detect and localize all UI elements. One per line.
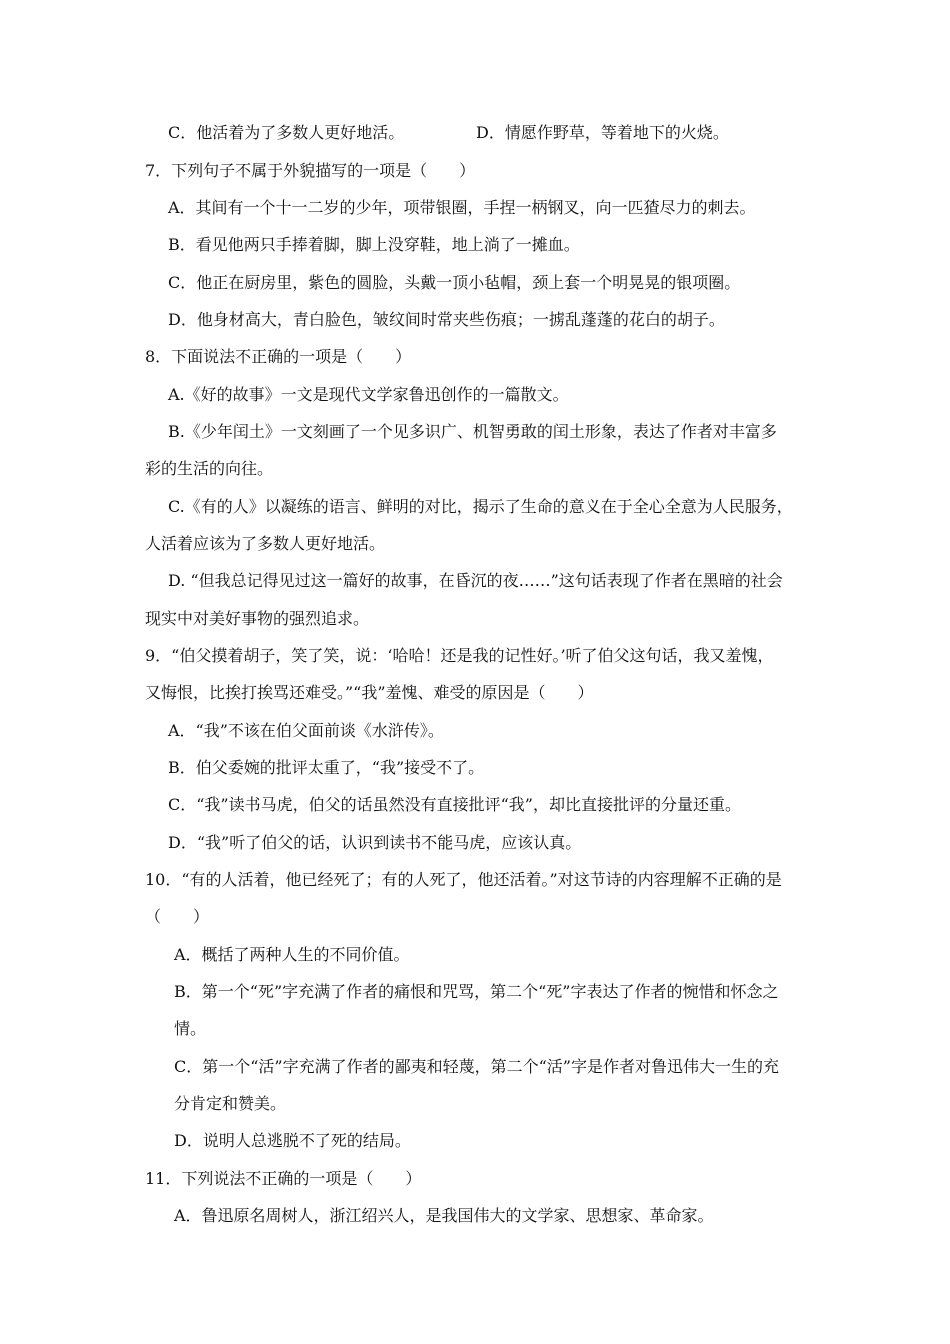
q8-option-a: A.《好的故事》一文是现代文学家鲁迅创作的一篇散文。 — [168, 385, 569, 404]
q10-stem-line2: （ ） — [145, 907, 210, 926]
q8-option-b-line2: 彩的生活的向往。 — [145, 459, 274, 478]
q7-option-a: A．其间有一个十一二岁的少年，项带银圈，手捏一柄钢叉，向一匹猹尽力的刺去。 — [168, 198, 756, 217]
q8-option-d-line2: 现实中对美好事物的强烈追求。 — [145, 609, 370, 628]
q7-stem: 7．下列句子不属于外貌描写的一项是（ ） — [145, 161, 476, 180]
q6-option-d: D．情愿作野草，等着地下的火烧。 — [476, 123, 729, 142]
q8-option-b-line1: B.《少年闰土》一文刻画了一个见多识广、机智勇敢的闰土形象，表达了作者对丰富多 — [168, 422, 777, 441]
q11-option-a: A．鲁迅原名周树人，浙江绍兴人，是我国伟大的文学家、思想家、革命家。 — [174, 1206, 714, 1225]
q10-option-d: D．说明人总逃脱不了死的结局。 — [174, 1131, 411, 1150]
q7-option-d: D．他身材高大，青白脸色，皱纹间时常夹些伤痕；一掳乱蓬蓬的花白的胡子。 — [168, 310, 725, 329]
q10-option-b-line2: 情。 — [174, 1019, 207, 1038]
q9-option-b: B．伯父委婉的批评太重了，“我”接受不了。 — [168, 758, 485, 777]
q8-option-c-line1: C.《有的人》以凝练的语言、鲜明的对比，揭示了生命的意义在于全心全意为人民服务， — [168, 497, 793, 516]
q9-option-c: C．“我”读书马虎，伯父的话虽然没有直接批评“我”，却比直接批评的分量还重。 — [168, 795, 741, 814]
q9-option-d: D．“我”听了伯父的话，认识到读书不能马虎，应该认真。 — [168, 833, 582, 852]
q7-option-c: C．他正在厨房里，紫色的圆脸，头戴一顶小毡帽，颈上套一个明晃晃的银项圈。 — [168, 273, 741, 292]
q6-option-c: C．他活着为了多数人更好地活。 — [168, 123, 405, 142]
q10-stem-line1: 10．“有的人活着，他已经死了；有的人死了，他还活着。”对这节诗的内容理解不正确的是 — [145, 870, 782, 889]
q9-stem-line1: 9．“伯父摸着胡子，笑了笑，说：‘哈哈！还是我的记性好。’听了伯父这句话，我又羞愧， — [145, 646, 774, 665]
q10-option-c-line1: C．第一个“活”字充满了作者的鄙夷和轻蔑，第二个“活”字是作者对鲁迅伟大一生的充 — [174, 1057, 779, 1076]
q10-option-c-line2: 分肯定和赞美。 — [174, 1094, 287, 1113]
q10-option-a: A．概括了两种人生的不同价值。 — [174, 945, 410, 964]
q9-option-a: A．“我”不该在伯父面前谈《水浒传》。 — [168, 721, 444, 740]
q7-option-b: B．看见他两只手捧着脚，脚上没穿鞋，地上淌了一摊血。 — [168, 235, 580, 254]
q11-stem: 11．下列说法不正确的一项是（ ） — [145, 1169, 422, 1188]
q9-stem-line2: 又悔恨，比挨打挨骂还难受。”“我”羞愧、难受的原因是（ ） — [145, 683, 594, 702]
q10-option-b-line1: B．第一个“死”字充满了作者的痛恨和咒骂，第二个“死”字表达了作者的惋惜和怀念之 — [174, 982, 779, 1001]
q8-option-c-line2: 人活着应该为了多数人更好地活。 — [145, 534, 386, 553]
q8-stem: 8．下面说法不正确的一项是（ ） — [145, 347, 412, 366]
q8-option-d-line1: D. “但我总记得见过这一篇好的故事，在昏沉的夜……”这句话表现了作者在黑暗的社会 — [168, 571, 783, 590]
